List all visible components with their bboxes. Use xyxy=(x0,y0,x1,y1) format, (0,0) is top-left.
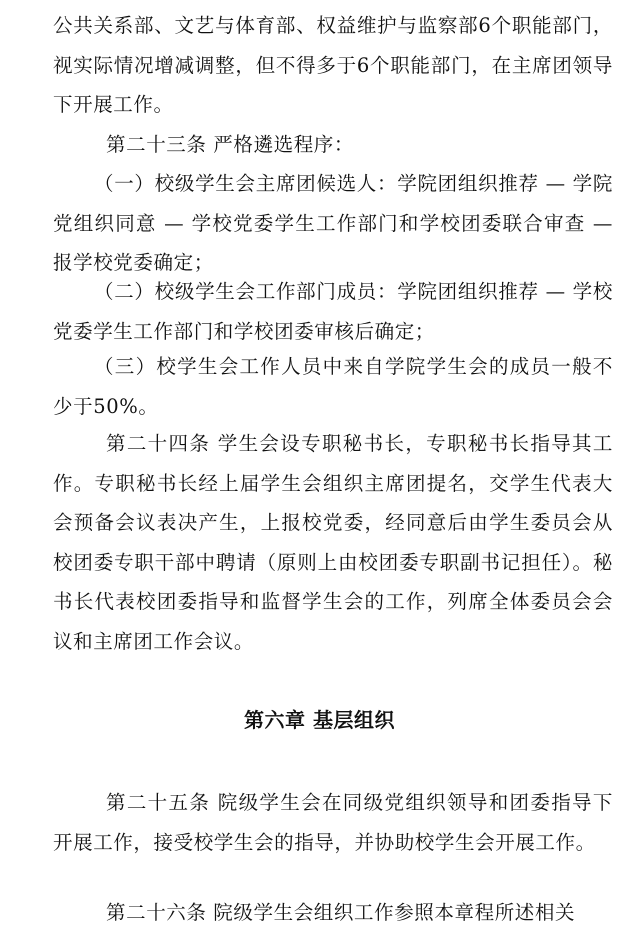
article-23-item-3: （三）校学生会工作人员中来自学院学生会的成员一般不少于50%。 xyxy=(53,355,613,418)
article-25-college-student-union: 第二十五条 院级学生会在同级党组织领导和团委指导下开展工作，接受校学生会的指导，并协助校学生会开展工作。 xyxy=(53,791,613,854)
article-26-college-student-union-work: 第二十六条 院级学生会组织工作参照本章程所述相关 xyxy=(106,901,576,924)
article-23-item-2: （二）校级学生会工作部门成员：学院团组织推荐 — 学校党委学生工作部门和学校团委审核后确定； xyxy=(53,280,613,343)
paragraph-functional-departments: 公共关系部、文艺与体育部、权益维护与监察部6个职能部门，视实际情况增减调整，但不得多于6个职能部门，在主席团领导下开展工作。 xyxy=(53,14,613,116)
article-23-item-1: （一）校级学生会主席团候选人：学院团组织推荐 — 学院党组织同意 — 学校党委学生工作部门和学校团委联合审查 — 报学校党委确定； xyxy=(53,172,613,274)
article-24-secretary-general: 第二十四条 学生会设专职秘书长，专职秘书长指导其工作。专职秘书长经上届学生会组织主席团提名，交学生代表大会预备会议表决产生，上报校党委，经同意后由学生委员会从校团委专职干部中聘请（原则上由校团委专职副书记担任）。秘书长代表校团委指导和监督学生会的工作，列席全体委员会会议和主席团工作会议。 xyxy=(53,432,613,653)
chapter-title: 第六章 基层组织 xyxy=(244,708,395,732)
article-23-heading: 第二十三条 严格遴选程序： xyxy=(106,133,354,156)
